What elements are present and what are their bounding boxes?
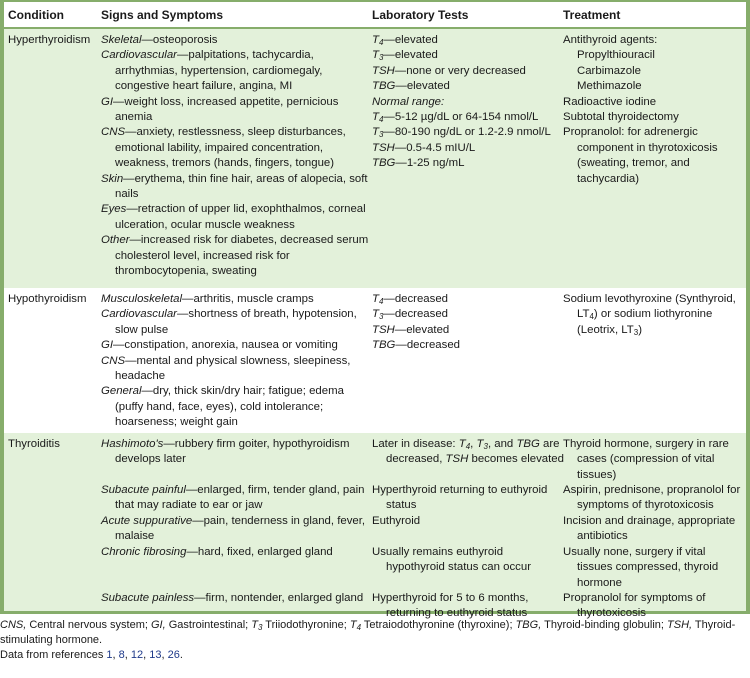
signs-cell (101, 292, 373, 431)
sign-label: Eyes (101, 203, 127, 216)
sign-item (101, 125, 373, 171)
condition-cell: Thyroiditis (8, 438, 60, 450)
text-fragment: —rubbery firm goiter, hypothyroidism develops later (115, 438, 350, 466)
reference-link[interactable]: 8 (118, 649, 125, 661)
text-fragment: : (441, 95, 445, 108)
sign-item (101, 338, 373, 353)
labs-cell-hashimotos (372, 437, 564, 468)
text-fragment: —pain, tenderness in gland, fever, malaise (115, 515, 366, 543)
table-footnotes (0, 618, 750, 663)
lab-item (372, 33, 564, 48)
signs-cell-subacute-painless (101, 591, 373, 606)
text-fragment: becomes elevated (468, 453, 564, 466)
text-fragment: 4 (378, 297, 384, 306)
lab-item (372, 307, 564, 322)
text-fragment: ) (638, 323, 643, 336)
abbreviations-note (0, 618, 750, 648)
text-fragment: Musculoskeletal (101, 293, 183, 305)
lab-item (372, 338, 564, 353)
reference-link[interactable]: 12 (130, 649, 144, 661)
text-fragment: T (372, 111, 379, 124)
signs-cell-subacute-painful (101, 483, 373, 514)
sign-item (101, 202, 373, 233)
text-fragment: Data from references (0, 649, 107, 661)
lab-item (372, 141, 564, 156)
text-fragment: GI, (151, 619, 166, 631)
sign-label: Cardiovascular (101, 49, 177, 62)
text-fragment: TSH (445, 453, 469, 466)
lab-item (372, 64, 564, 79)
text-fragment: —enlarged, firm, tender gland, pain that may radiate to ear or jaw (115, 484, 365, 512)
text-fragment: 4 (356, 623, 362, 632)
text-fragment: —decreased (395, 339, 461, 352)
lab-item (372, 95, 564, 110)
text-fragment: Cardiovascular (101, 308, 177, 321)
sign-label: Skin (101, 172, 124, 185)
treatment-agent: Propylthiouracil (577, 49, 655, 62)
text-fragment: —decreased (383, 293, 449, 305)
text-fragment: —1-25 ng/mL (395, 157, 465, 170)
sign-text: —osteoporosis (141, 34, 218, 46)
text-fragment: —dry, thick skin/dry hair; fatigue; edema (puffy hand, face, eyes), cold intolerance; hoarseness; weight gain (115, 385, 344, 429)
treatment-agent: Methimazole (577, 80, 642, 93)
text-fragment: —constipation, anorexia, nausea or vomiting (113, 339, 338, 352)
text-fragment: —elevated (395, 80, 450, 93)
text-fragment: T (372, 293, 379, 305)
text-fragment: —arthritis, muscle cramps (182, 293, 314, 305)
labs-cell-subacute-painful (372, 483, 564, 514)
text-fragment: Gastrointestinal; (165, 619, 252, 631)
text-fragment: —5-12 µg/dL or 64-154 nmol/L (383, 111, 539, 124)
text-fragment: Propranolol for symptoms of thyrotoxicosis (563, 592, 706, 620)
sign-item (101, 48, 373, 94)
text-fragment: Thyroid-stimulating hormone. (0, 619, 736, 646)
text-fragment: TBG (372, 80, 396, 93)
text-fragment: 4 (378, 38, 384, 47)
treatment-item (563, 292, 743, 338)
source-note: Data from references 1, 8, 12, 13, 26. (0, 649, 183, 661)
text-fragment: 4 (589, 312, 594, 322)
text-fragment: Normal range (372, 95, 442, 108)
labs-cell-acute-suppurative (372, 514, 564, 529)
text-fragment: Subacute painful (101, 484, 186, 496)
text-fragment: TSH (372, 141, 395, 154)
text-fragment: Later in disease: (372, 438, 459, 450)
text-fragment: —hard, fixed, enlarged gland (186, 546, 333, 558)
text-fragment: Hashimoto's (101, 438, 164, 450)
text-fragment: 3 (378, 130, 384, 140)
lab-item (372, 156, 564, 171)
text-fragment: —elevated (394, 323, 450, 336)
text-fragment: T (476, 438, 484, 450)
treatment-cell (563, 292, 743, 338)
sign-text: —palpitations, tachycardia, arrhythmias, hypertension, cardiomegaly, congestive heart failure, angina, MI (115, 49, 323, 93)
treatment-item: Radioactive iodine (563, 95, 657, 108)
labs-cell-chronic-fibrosing (372, 545, 564, 576)
text-fragment: 3 (258, 623, 263, 632)
text-fragment: GI (101, 339, 114, 352)
text-fragment: Thyroid hormone, surgery in rare cases (compression of vital tissues) (563, 438, 729, 481)
text-fragment: CNS, (0, 619, 27, 631)
sign-item (101, 384, 373, 430)
text-fragment (101, 437, 373, 468)
text-fragment (101, 514, 373, 545)
text-fragment: —shortness of breath, hypotension, slow pulse (115, 308, 357, 336)
text-fragment: . (179, 649, 183, 661)
text-fragment: TSH (372, 64, 395, 77)
text-fragment: Hyperthyroid returning to euthyroid status (372, 484, 548, 512)
text-fragment: 4 (465, 442, 471, 451)
lab-item (372, 48, 564, 63)
text-fragment: T (458, 438, 466, 450)
text-fragment: TBG (372, 339, 396, 352)
sign-item (101, 233, 373, 279)
text-fragment: Triiodothyronine; (262, 619, 350, 631)
text-fragment: —elevated (383, 49, 438, 62)
text-fragment (372, 437, 564, 468)
text-fragment: Incision and drainage, appropriate antibiotics (563, 515, 736, 543)
text-fragment: are decreased, (386, 438, 560, 466)
sign-item (101, 95, 373, 126)
text-fragment: T (372, 49, 379, 62)
text-fragment: Tetraiodothyronine (thyroxine); (361, 619, 516, 631)
sign-item (101, 292, 373, 307)
treatment-item: Propranolol: for adrenergic component in thyrotoxicosis (sweating, tremor, and tachycardia) (563, 126, 718, 185)
table-row-thyroiditis (4, 433, 746, 620)
text-fragment: General (101, 385, 142, 398)
sign-item (101, 33, 373, 48)
header-signs-symptoms: Signs and Symptoms (101, 8, 224, 22)
treatment-cell-acute-suppurative (563, 514, 743, 545)
text-fragment: 3 (378, 53, 384, 63)
text-fragment: —0.5-4.5 mIU/L (394, 141, 476, 154)
text-fragment: Central nervous system; (26, 619, 151, 631)
signs-cell-hashimotos (101, 437, 373, 468)
text-fragment: ) or sodium liothyronine (Leotrix, LT (577, 308, 713, 336)
treatment-cell (563, 33, 743, 187)
treatment-agent: Carbimazole (577, 64, 641, 77)
sign-label: CNS (101, 126, 126, 139)
text-fragment: T (349, 619, 357, 631)
signs-cell-acute-suppurative (101, 514, 373, 545)
sign-text: —erythema, thin fine hair, areas of alopecia, soft nails (115, 172, 368, 201)
signs-cell (101, 33, 373, 280)
text-fragment: 3 (378, 312, 384, 322)
text-fragment: Subacute painless (101, 592, 195, 604)
lab-item (372, 323, 564, 338)
treatment-cell-subacute-painful (563, 483, 743, 514)
labs-cell (372, 33, 564, 172)
text-fragment: TBG (516, 438, 540, 450)
text-fragment: 3 (483, 442, 488, 451)
lab-item (372, 292, 564, 307)
text-fragment (101, 483, 373, 514)
text-fragment: —mental and physical slowness, sleepiness, headache (115, 354, 351, 383)
text-fragment: TSH (372, 323, 395, 336)
treatment-cell-chronic-fibrosing (563, 545, 743, 591)
sign-text: —anxiety, restlessness, sleep disturbances, emotional lability, impaired concentration, weakness, tremors (hands, fingers, tongue) (115, 126, 346, 170)
text-fragment: 4 (378, 115, 384, 125)
treatment-item: Subtotal thyroidectomy (563, 111, 679, 124)
reference-link[interactable]: 26 (167, 649, 180, 661)
table-row-hyperthyroidism (4, 29, 746, 288)
text-fragment: T (372, 126, 379, 139)
text-fragment: TBG (372, 157, 396, 170)
sign-item (101, 172, 373, 203)
lab-item (372, 110, 564, 125)
lab-item (372, 125, 564, 140)
text-fragment (101, 591, 373, 606)
text-fragment: —elevated (383, 34, 438, 46)
sign-text: —increased risk for diabetes, decreased serum cholesterol level, increased risk for thrombocytopenia, sweating (115, 234, 369, 278)
text-fragment (101, 545, 373, 560)
text-fragment: Usually remains euthyroid hypothyroid status can occur (372, 546, 531, 574)
text-fragment: TBG, (515, 619, 542, 631)
treatment-cell-hashimotos (563, 437, 743, 483)
text-fragment: T (251, 619, 258, 631)
sign-label: Skeletal (101, 34, 142, 46)
reference-link[interactable]: 13 (149, 649, 162, 661)
text-fragment: Acute suppurative (101, 515, 193, 527)
sign-text: —retraction of upper lid, exophthalmos, corneal ulceration, ocular muscle weakness (115, 203, 366, 231)
text-fragment: Euthyroid (372, 515, 421, 527)
text-fragment: T (372, 34, 379, 46)
text-fragment: Usually none, surgery if vital tissues compressed, thyroid hormone (563, 546, 719, 589)
text-fragment: CNS (101, 354, 126, 367)
text-fragment: Sodium levothyroxine (Synthyroid, LT (563, 293, 736, 321)
text-fragment: —decreased (383, 308, 449, 321)
text-fragment: Thyroid-binding globulin; (541, 619, 668, 631)
text-fragment: T (372, 308, 379, 321)
text-fragment: TSH, (667, 619, 693, 631)
sign-text: —weight loss, increased appetite, pernicious anemia (113, 95, 339, 124)
lab-item (372, 79, 564, 94)
labs-cell (372, 292, 564, 354)
text-fragment: Chronic fibrosing (101, 546, 187, 558)
header-laboratory-tests: Laboratory Tests (372, 8, 469, 22)
condition-cell: Hyperthyroidism (8, 34, 91, 46)
sign-item (101, 354, 373, 385)
header-condition: Condition (8, 8, 64, 22)
sign-item (101, 307, 373, 338)
table-header-row (4, 2, 746, 29)
sign-label: GI (101, 95, 114, 108)
text-fragment: Hyperthyroid for 5 to 6 months, returning to euthyroid status (372, 592, 529, 620)
signs-cell-chronic-fibrosing (101, 545, 373, 560)
condition-cell: Hypothyroidism (8, 293, 87, 305)
text-fragment: —firm, nontender, enlarged gland (194, 592, 364, 604)
sign-label: Other (101, 234, 130, 247)
table-row-hypothyroidism (4, 288, 746, 433)
text-fragment: , and (487, 438, 517, 450)
text-fragment: 3 (633, 327, 639, 337)
treatment-heading: Antithyroid agents: (563, 34, 658, 46)
text-fragment: Aspirin, prednisone, propranolol for symptoms of thyrotoxicosis (563, 484, 741, 512)
text-fragment: , (470, 438, 477, 450)
text-fragment: —80-190 ng/dL or 1.2-2.9 nmol/L (383, 126, 551, 139)
text-fragment: —none or very decreased (394, 64, 526, 77)
reference-link[interactable]: 1 (106, 649, 113, 661)
header-treatment: Treatment (563, 8, 621, 22)
